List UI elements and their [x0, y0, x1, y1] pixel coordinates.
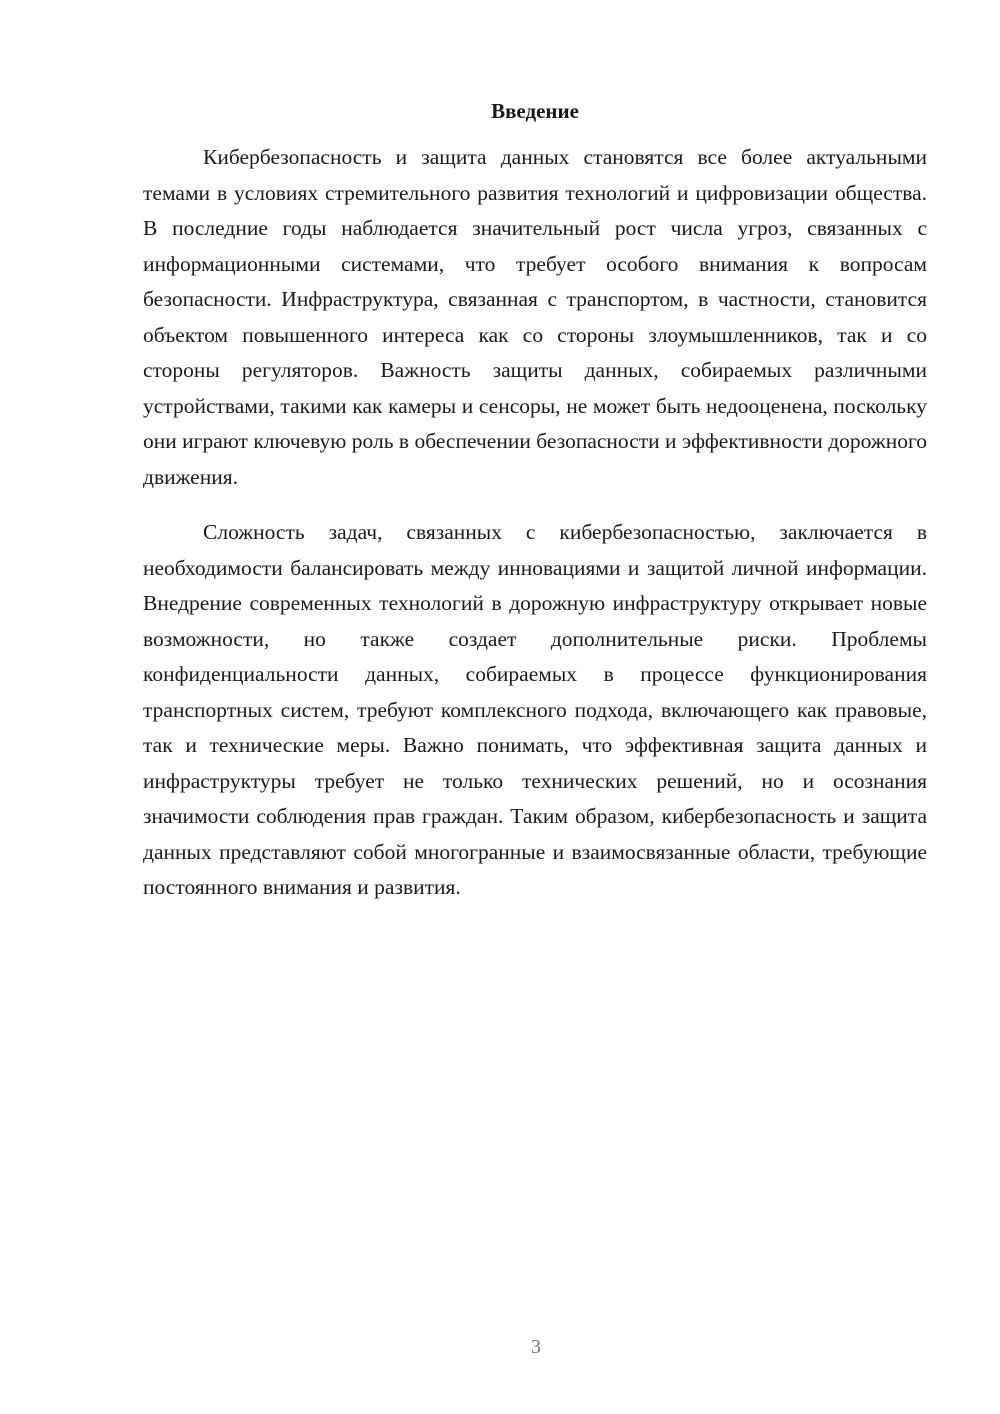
- paragraph-1: Кибербезопасность и защита данных становятся все более актуальными темами в условиях стремительного развития технологий и цифровизации общества. В последние годы наблюдается значительный рост числа угроз, связанных с информационными системами, что требует особого внимания к вопросам безопасности. Инфраструктура, связанная с транспортом, в частности, становится объектом повышенного интереса как со стороны злоумышленников, так и со стороны регуляторов. Важность защиты данных, собираемых различными устройствами, такими как камеры и сенсоры, не может быть недооценена, поскольку они играют ключевую роль в обеспечении безопасности и эффективности дорожного движения.: [143, 145, 927, 489]
- section-heading: Введение: [491, 99, 579, 123]
- document-body: [143, 96, 927, 906]
- paragraph-2: Сложность задач, связанных с кибербезопасностью, заключается в необходимости балансировать между инновациями и защитой личной информации. Внедрение современных технологий в дорожную инфраструктуру открывает новые возможности, но также создает дополнительные риски. Проблемы конфиденциальности данных, собираемых в процессе функционирования транспортных систем, требуют комплексного подхода, включающего как правовые, так и технические меры. Важно понимать, что эффективная защита данных и инфраструктуры требует не только технических решений, но и осознания значимости соблюдения прав граждан. Таким образом, кибербезопасность и защита данных представляют собой многогранные и взаимосвязанные области, требующие постоянного внимания и развития.: [143, 520, 927, 899]
- page-number: 3: [531, 1336, 541, 1358]
